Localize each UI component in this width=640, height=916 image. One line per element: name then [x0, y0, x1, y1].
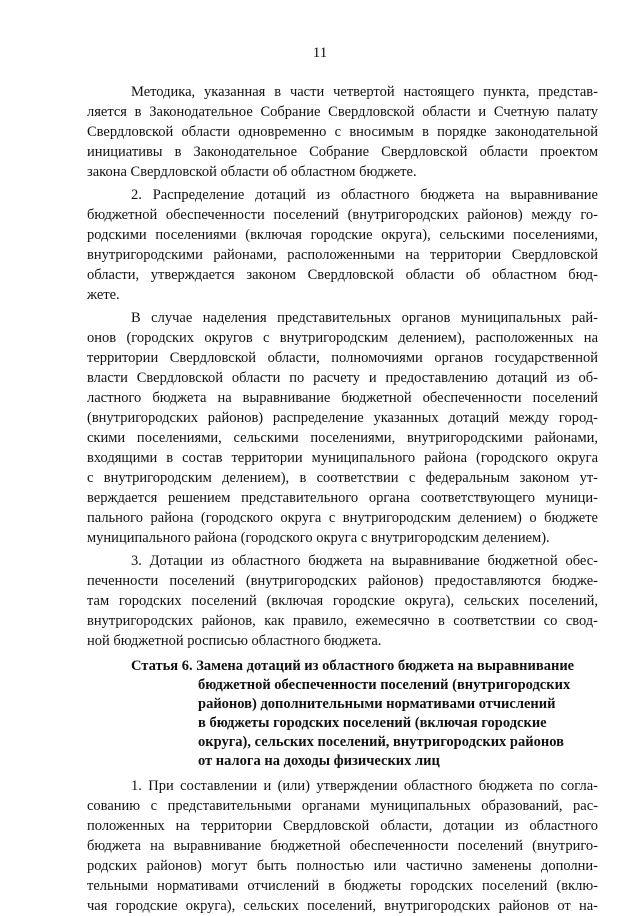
article-heading-line: бюджетной обеспеченности поселений (внутригородских	[198, 677, 571, 693]
article-heading-line: Статья 6. Замена дотаций из областного бюджета на выравнивание	[131, 658, 575, 674]
text-line: скими поселениями, сельскими поселениями, внутригородскими районами,	[87, 430, 598, 446]
text-line: чая городские округа), сельских поселений, внутригородских районов от на-	[87, 898, 598, 914]
page-number: 11	[312, 45, 328, 61]
text-line: входящими в состав территории муниципального района (городского округа	[87, 450, 598, 466]
text-line: 1. При составлении и (или) утверждении областного бюджета по согла-	[131, 778, 598, 794]
text-line: закона Свердловской области об областном бюджете.	[87, 164, 417, 180]
text-line: власти Свердловской области по расчету и предоставлению дотаций из об-	[87, 370, 598, 386]
text-line: тельными нормативами отчислений в бюджеты городских поселений (вклю-	[87, 878, 598, 894]
text-line: жете.	[87, 287, 120, 303]
text-line: области, утверждается законом Свердловской области об областном бюд-	[87, 267, 598, 283]
text-line: онов (городских округов с внутригородским делением), расположенных на	[87, 330, 598, 346]
text-line: В случае наделения представительных органов муниципальных рай-	[131, 310, 598, 326]
text-line: с внутригородским делением), в соответствии с федеральным законом ут-	[87, 470, 598, 486]
text-line: 3. Дотации из областного бюджета на выравнивание бюджетной обес-	[131, 553, 598, 569]
text-line: родских районов) могут быть полностью или частично заменены дополни-	[87, 858, 598, 874]
article-heading-line: в бюджеты городских поселений (включая городские	[198, 715, 547, 731]
text-line: территории Свердловской области, полномочиями органов государственной	[87, 350, 598, 366]
text-line: 2. Распределение дотаций из областного бюджета на выравнивание	[131, 187, 598, 203]
text-line: муниципального района (городского округа с внутригородским делением).	[87, 530, 550, 546]
text-line: инициативы в Законодательное Собрание Свердловской области проектом	[87, 144, 598, 160]
text-line: сованию с представительными органами муниципальных образований, рас-	[87, 798, 598, 814]
article-heading-line: округа), сельских поселений, внутригородских районов	[198, 734, 564, 750]
text-line: внутригородских районов, как правило, ежемесячно в соответствии со свод-	[87, 613, 598, 629]
article-heading-line: районов) дополнительными нормативами отчислений	[198, 696, 556, 712]
text-line: (внутригородских районов) распределение указанных дотаций между город-	[87, 410, 598, 426]
text-line: бюджета на выравнивание бюджетной обеспеченности поселений (внутриго-	[87, 838, 598, 854]
text-line: пального района (городского округа с внутригородским делением) о бюджете	[87, 510, 598, 526]
text-line: положенных на территории Свердловской области, дотации из областного	[87, 818, 598, 834]
text-line: печенности поселений (внутригородских районов) предоставляются бюдже-	[87, 573, 598, 589]
text-line: Свердловской области одновременно с вносимым в порядке законодательной	[87, 124, 598, 140]
text-line: родскими поселениями (включая городские округа), сельскими поселениями,	[87, 227, 598, 243]
text-line: бюджетной обеспеченности поселений (внутригородских районов) между го-	[87, 207, 598, 223]
article-heading-line: от налога на доходы физических лиц	[198, 753, 440, 769]
text-line: ластного бюджета на выравнивание бюджетной обеспеченности поселений	[87, 390, 598, 406]
text-line: ной бюджетной росписью областного бюджета.	[87, 633, 382, 649]
text-line: там городских поселений (включая городские округа), сельских поселений,	[87, 593, 598, 609]
text-line: верждается решением представительного органа соответствующего муници-	[87, 490, 598, 506]
article-heading	[131, 657, 601, 771]
text-line: внутригородскими районами, расположенными на территории Свердловской	[87, 247, 598, 263]
text-line: ляется в Законодательное Собрание Свердловской области и Счетную палату	[87, 104, 598, 120]
text-line: Методика, указанная в части четвертой настоящего пункта, представ-	[131, 84, 598, 100]
